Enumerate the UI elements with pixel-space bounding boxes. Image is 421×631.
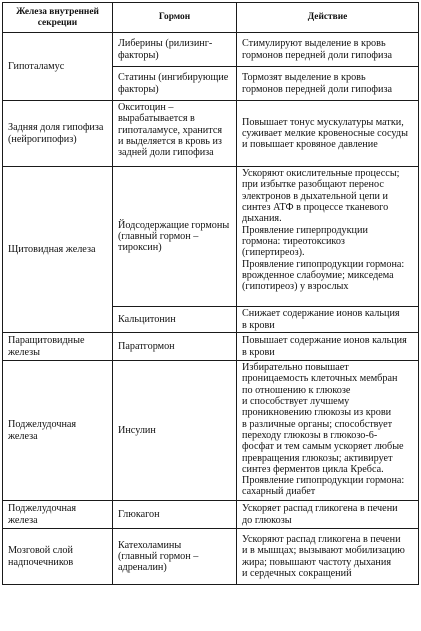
- action-cell: Тормозят выделение в кровь гормонов передней доли гипофиза: [237, 67, 419, 101]
- hormone-cell: Либерины (рилизинг- факторы): [113, 33, 237, 67]
- hormone-cell: Окситоцин – вырабатывается в гипоталамусе, хранится и выделяется в кровь из задней доли гипофиза: [113, 101, 237, 167]
- header-hormone: Гормон: [113, 3, 237, 33]
- hormone-cell: Глюкагон: [113, 501, 237, 529]
- gland-cell: Гипоталамус: [3, 33, 113, 101]
- table-row: [3, 33, 419, 67]
- hormone-cell: Катехоламины (главный гормон – адреналин): [113, 529, 237, 585]
- gland-cell: Паращитовидные железы: [3, 333, 113, 361]
- action-cell: Ускоряет распад гликогена в печени до глюкозы: [237, 501, 419, 529]
- action-cell: Снижает содержание ионов кальция в крови: [237, 307, 419, 333]
- action-cell: Стимулируют выделение в кровь гормонов передней доли гипофиза: [237, 33, 419, 67]
- table-row: [3, 361, 419, 501]
- table-row: [3, 529, 419, 585]
- gland-cell: Мозговой слой надпочечников: [3, 529, 113, 585]
- hormone-cell: Йодсодержащие гормоны (главный гормон – тироксин): [113, 167, 237, 307]
- table-row: [3, 101, 419, 167]
- hormone-table: [2, 2, 419, 585]
- header-gland: Железа внутренней секреции: [3, 3, 113, 33]
- gland-cell: Задняя доля гипофиза (нейрогипофиз): [3, 101, 113, 167]
- hormone-cell: Паратгормон: [113, 333, 237, 361]
- header-action: Действие: [237, 3, 419, 33]
- hormone-cell: Статины (ингибирующие факторы): [113, 67, 237, 101]
- action-cell: Повышает тонус мускулатуры матки, суживает мелкие кровеносные сосуды и повышает кровяное давление: [237, 101, 419, 167]
- hormone-cell: Кальцитонин: [113, 307, 237, 333]
- gland-cell: Щитовидная железа: [3, 167, 113, 333]
- action-cell: Ускоряют распад гликогена в печени и в мышцах; вызывают мобилизацию жира; повышают частоту дыхания и сердечных сокращений: [237, 529, 419, 585]
- gland-cell: Поджелудочная железа: [3, 501, 113, 529]
- table-row: [3, 167, 419, 307]
- table-header-row: [3, 3, 419, 33]
- gland-cell: Поджелудочная железа: [3, 361, 113, 501]
- action-cell: Повышает содержание ионов кальция в крови: [237, 333, 419, 361]
- action-cell: Избирательно повышает проницаемость клеточных мембран по отношению к глюкозе и способствует лучшему проникновению глюкозы из крови в различные органы; способствует переходу глюкозы в глюкозо-6- фосфат и тем самым ускоряет любые превращения глюкозы; активирует синтез ферментов цикла Кребса. Проявление гипопродукции гормона: сахарный диабет: [237, 361, 419, 501]
- table-row: [3, 501, 419, 529]
- table-row: [3, 333, 419, 361]
- action-cell: Ускоряют окислительные процессы; при избытке разобщают перенос электронов в дыхательной цепи и синтез АТФ в процессе тканевого дыхания. Проявление гиперпродукции гормона: тиреотоксикоз (гипертиреоз). Проявление гипопродукции гормона: врожденное слабоумие; микседема (гипотиреоз) у взрослых: [237, 167, 419, 307]
- hormone-cell: Инсулин: [113, 361, 237, 501]
